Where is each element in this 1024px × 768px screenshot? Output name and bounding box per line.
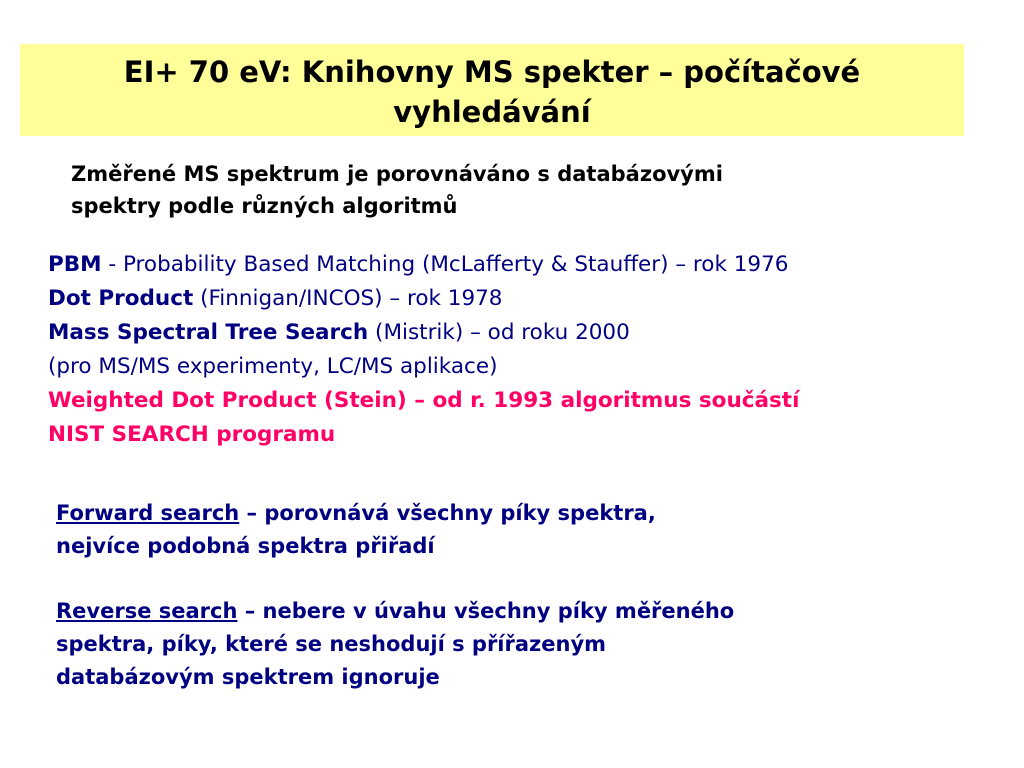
intro-paragraph xyxy=(71,158,931,222)
reverse-search-line-1 xyxy=(56,595,956,628)
forward-search-block xyxy=(56,497,956,563)
reverse-search-line-3: databázovým spektrem ignoruje xyxy=(56,665,440,689)
algorithm-item-weighted-dot-line-2: NIST SEARCH programu xyxy=(48,422,336,447)
algorithm-desc-ms-tree: (Mistrik) – od roku 2000 xyxy=(368,320,630,345)
reverse-search-term: Reverse search xyxy=(56,599,238,623)
forward-search-line-1 xyxy=(56,497,956,530)
slide-title-line-1: EI+ 70 eV: Knihovny MS spekter – počítačové xyxy=(123,55,861,89)
forward-search-line-2: nejvíce podobná spektra přiřadí xyxy=(56,534,435,558)
algorithm-name-pbm: PBM xyxy=(48,252,102,277)
slide-title-line-2: vyhledávání xyxy=(393,95,591,129)
algorithm-item-ms-tree xyxy=(48,316,998,350)
algorithm-name-ms-tree: Mass Spectral Tree Search xyxy=(48,320,369,345)
algorithm-name-dot-product: Dot Product xyxy=(48,286,194,311)
algorithm-item-pbm xyxy=(48,248,998,282)
reverse-search-line-2: spektra, píky, které se neshodují s přířazeným xyxy=(56,632,607,656)
reverse-search-desc-1: – nebere v úvahu všechny píky měřeného xyxy=(237,599,735,623)
slide-title xyxy=(20,44,964,136)
intro-line-1: Změřené MS spektrum je porovnáváno s databázovými xyxy=(71,162,723,186)
forward-search-desc-1: – porovnává všechny píky spektra, xyxy=(239,501,656,525)
reverse-search-block xyxy=(56,595,956,694)
algorithm-note-ms-tree: (pro MS/MS experimenty, LC/MS aplikace) xyxy=(48,354,498,379)
algorithm-desc-pbm: - Probability Based Matching (McLafferty & Stauffer) – rok 1976 xyxy=(101,252,789,277)
algorithm-list xyxy=(48,248,998,452)
forward-search-term: Forward search xyxy=(56,501,240,525)
algorithm-item-weighted-dot-line-1: Weighted Dot Product (Stein) – od r. 1993 algoritmus součástí xyxy=(48,388,800,413)
algorithm-item-dot-product xyxy=(48,282,998,316)
algorithm-desc-dot-product: (Finnigan/INCOS) – rok 1978 xyxy=(193,286,503,311)
intro-line-2: spektry podle různých algoritmů xyxy=(71,194,458,218)
